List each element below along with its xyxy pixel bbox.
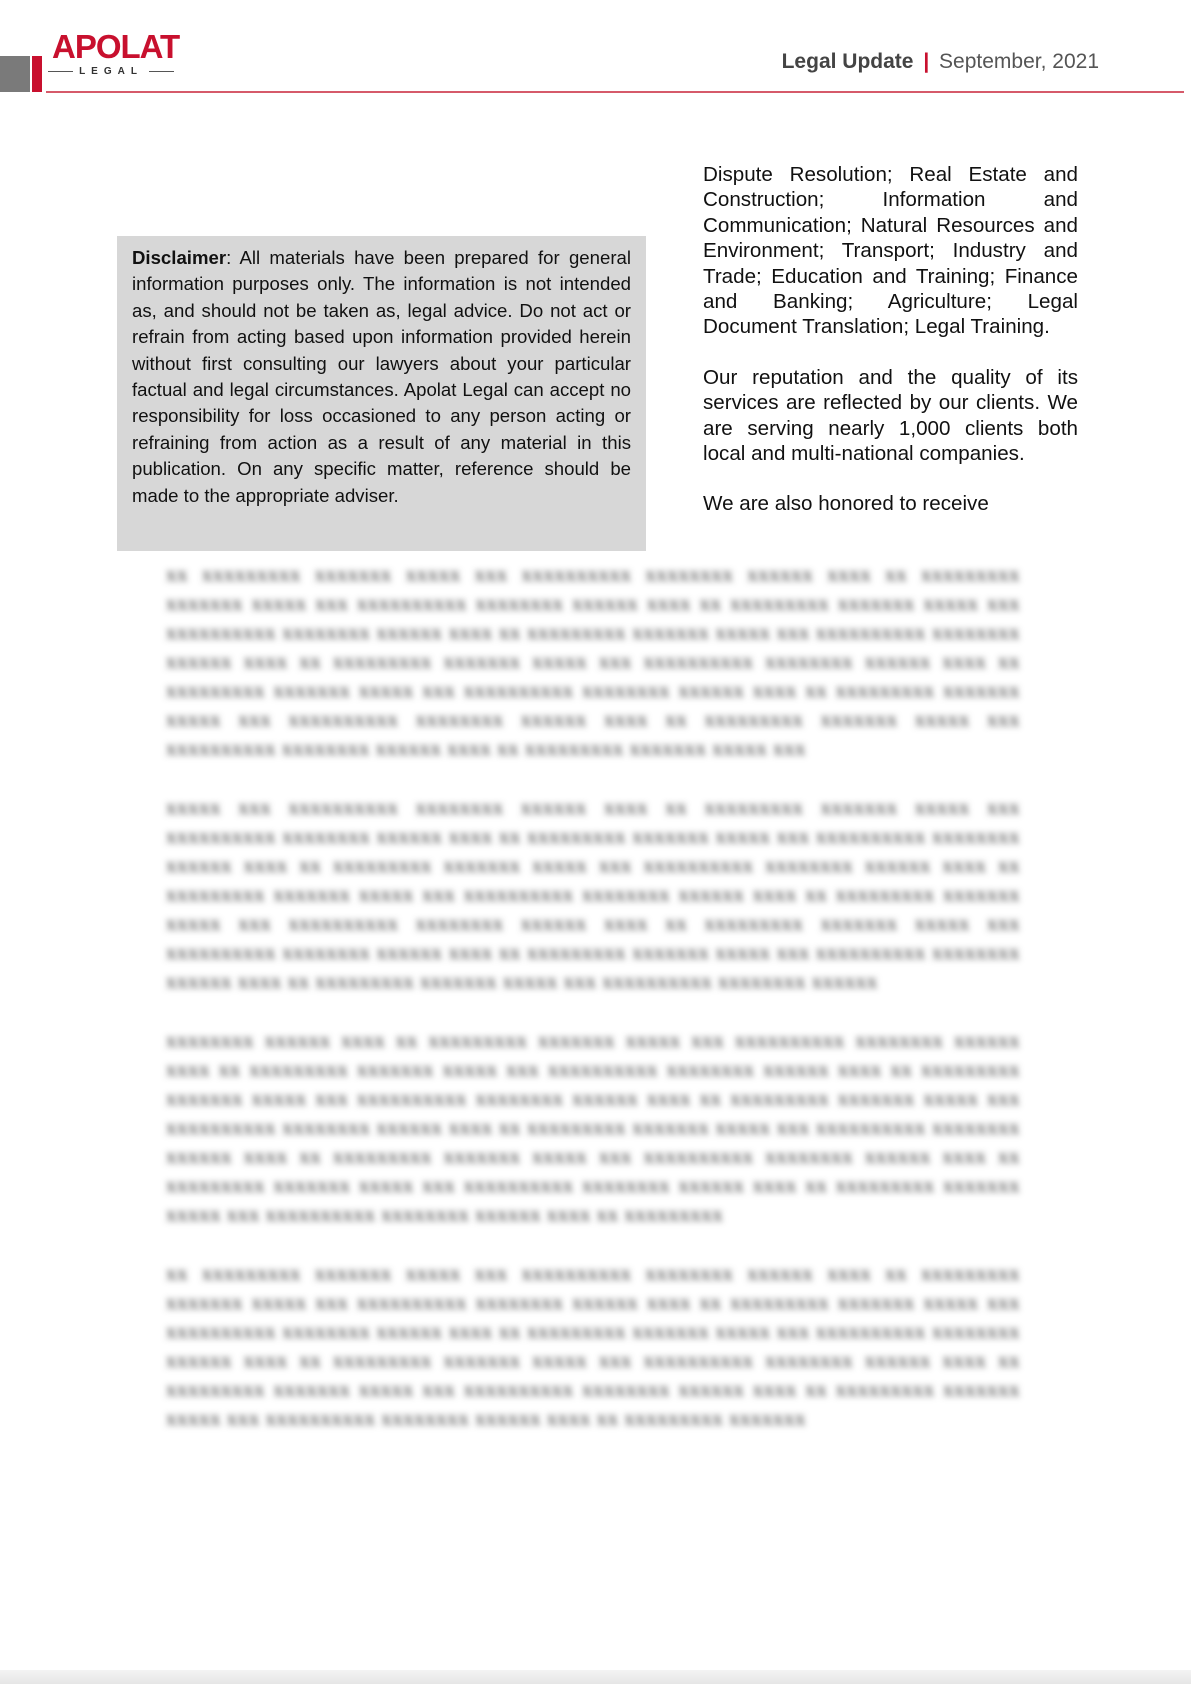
disclaimer-label: Disclaimer xyxy=(132,247,227,268)
header-separator: | xyxy=(923,50,930,73)
header-title xyxy=(782,50,1099,74)
logo-sub-text: LEGAL xyxy=(79,66,143,77)
blurred-paragraph: xx xxxxxxxxx xxxxxxx xxxxx xxx xxxxxxxxxx xxxxxxxx xxxxxx xxxx xx xxxxxxxxx xxxxxxx xxxxx xxx xxxxxxxxxx xxxxxxxx xxxxxx xxxx xx xxxxxxxxx xxxxxxx xxxxx xxx xxxxxxxxxx xxxxxxxx xxxxxx xxxx xx xxxxxxxxx xxxxxxx xxxxx xxx xxxxxxxxxx xxxxxxxx xxxxxx xxxx xx xxxxxxxxx xxxxxxx xxxxx xxx xxxxxxxxxx xxxxxxxx xxxxxx xxxx xx xxxxxxxxx xxxxxxx xxxxx xxx xxxxxxxxxx xxxxxxxx xxxxxx xxxx xx xxxxxxxxx xxxxxxx xxxxx xxx xxxxxxxxxx xxxxxxxx xxxxxx xxxx xx xxxxxxxxx xxxxxxx xxxxx xxx xxxxxxxxxx xxxxxxxx xxxxxx xxxx xx xxxxxxxxx xxxxxxx xxxxx xxx xyxy=(166,562,1020,760)
disclaimer-box xyxy=(117,236,646,551)
header-date: September, 2021 xyxy=(939,50,1099,73)
right-paragraph: We are also honored to receive xyxy=(703,492,989,516)
header-red-bar xyxy=(32,56,42,92)
logo-rule-right xyxy=(149,71,174,72)
page-bottom-edge xyxy=(0,1670,1191,1684)
right-column xyxy=(703,162,1078,563)
logo-wordmark: APOLAT xyxy=(52,28,180,65)
apolat-logo xyxy=(48,28,180,80)
right-paragraph: Dispute Resolution; Real Estate and Construction; Information and Communication; Natural Resources and Environment; Transport; Industry and Trade; Education and Training; Finance and Banking; Agriculture; Legal Document Translation; Legal Training. xyxy=(703,163,1078,339)
header-title-strong: Legal Update xyxy=(781,50,914,73)
blurred-paragraph: xxxxx xxx xxxxxxxxxx xxxxxxxx xxxxxx xxxx xx xxxxxxxxx xxxxxxx xxxxx xxx xxxxxxxxxx xxxxxxxx xxxxxx xxxx xx xxxxxxxxx xxxxxxx xxxxx xxx xxxxxxxxxx xxxxxxxx xxxxxx xxxx xx xxxxxxxxx xxxxxxx xxxxx xxx xxxxxxxxxx xxxxxxxx xxxxxx xxxx xx xxxxxxxxx xxxxxxx xxxxx xxx xxxxxxxxxx xxxxxxxx xxxxxx xxxx xx xxxxxxxxx xxxxxxx xxxxx xxx xxxxxxxxxx xxxxxxxx xxxxxx xxxx xx xxxxxxxxx xxxxxxx xxxxx xxx xxxxxxxxxx xxxxxxxx xxxxxx xxxx xx xxxxxxxxx xxxxxxx xxxxx xxx xxxxxxxxxx xxxxxxxx xxxxxx xxxx xx xxxxxxxxx xxxxxxx xxxxx xxx xxxxxxxxxx xxxxxxxx xxxxxx xyxy=(166,795,1020,993)
logo-rule-left xyxy=(48,71,73,72)
header-rule xyxy=(46,91,1184,93)
blurred-paragraph: xx xxxxxxxxx xxxxxxx xxxxx xxx xxxxxxxxxx xxxxxxxx xxxxxx xxxx xx xxxxxxxxx xxxxxxx xxxxx xxx xxxxxxxxxx xxxxxxxx xxxxxx xxxx xx xxxxxxxxx xxxxxxx xxxxx xxx xxxxxxxxxx xxxxxxxx xxxxxx xxxx xx xxxxxxxxx xxxxxxx xxxxx xxx xxxxxxxxxx xxxxxxxx xxxxxx xxxx xx xxxxxxxxx xxxxxxx xxxxx xxx xxxxxxxxxx xxxxxxxx xxxxxx xxxx xx xxxxxxxxx xxxxxxx xxxxx xxx xxxxxxxxxx xxxxxxxx xxxxxx xxxx xx xxxxxxxxx xxxxxxx xxxxx xxx xxxxxxxxxx xxxxxxxx xxxxxx xxxx xx xxxxxxxxx xxxxxxx xyxy=(166,1261,1020,1430)
right-paragraph: Our reputation and the quality of its services are reflected by our clients. We are serving nearly 1,000 clients both local and multi-national companies. xyxy=(703,365,1078,466)
logo-subtitle xyxy=(48,66,174,77)
blurred-paragraph: xxxxxxxx xxxxxx xxxx xx xxxxxxxxx xxxxxxx xxxxx xxx xxxxxxxxxx xxxxxxxx xxxxxx xxxx xx xxxxxxxxx xxxxxxx xxxxx xxx xxxxxxxxxx xxxxxxxx xxxxxx xxxx xx xxxxxxxxx xxxxxxx xxxxx xxx xxxxxxxxxx xxxxxxxx xxxxxx xxxx xx xxxxxxxxx xxxxxxx xxxxx xxx xxxxxxxxxx xxxxxxxx xxxxxx xxxx xx xxxxxxxxx xxxxxxx xxxxx xxx xxxxxxxxxx xxxxxxxx xxxxxx xxxx xx xxxxxxxxx xxxxxxx xxxxx xxx xxxxxxxxxx xxxxxxxx xxxxxx xxxx xx xxxxxxxxx xxxxxxx xxxxx xxx xxxxxxxxxx xxxxxxxx xxxxxx xxxx xx xxxxxxxxx xxxxxxx xxxxx xxx xxxxxxxxxx xxxxxxxx xxxxxx xxxx xx xxxxxxxxx xyxy=(166,1028,1020,1226)
blurred-body-text xyxy=(166,560,1020,1480)
header-gray-square xyxy=(0,56,30,92)
disclaimer-text: : All materials have been prepared for general information purposes only. The information is not intended as, and should not be taken as, legal advice. Do not act or refrain from acting based upon information provided herein without first consulting our lawyers about your particular factual and legal circumstances. Apolat Legal can accept no responsibility for loss occasioned to any person acting or refraining from action as a result of any material in this publication. On any specific matter, reference should be made to the appropriate adviser. xyxy=(132,247,631,506)
